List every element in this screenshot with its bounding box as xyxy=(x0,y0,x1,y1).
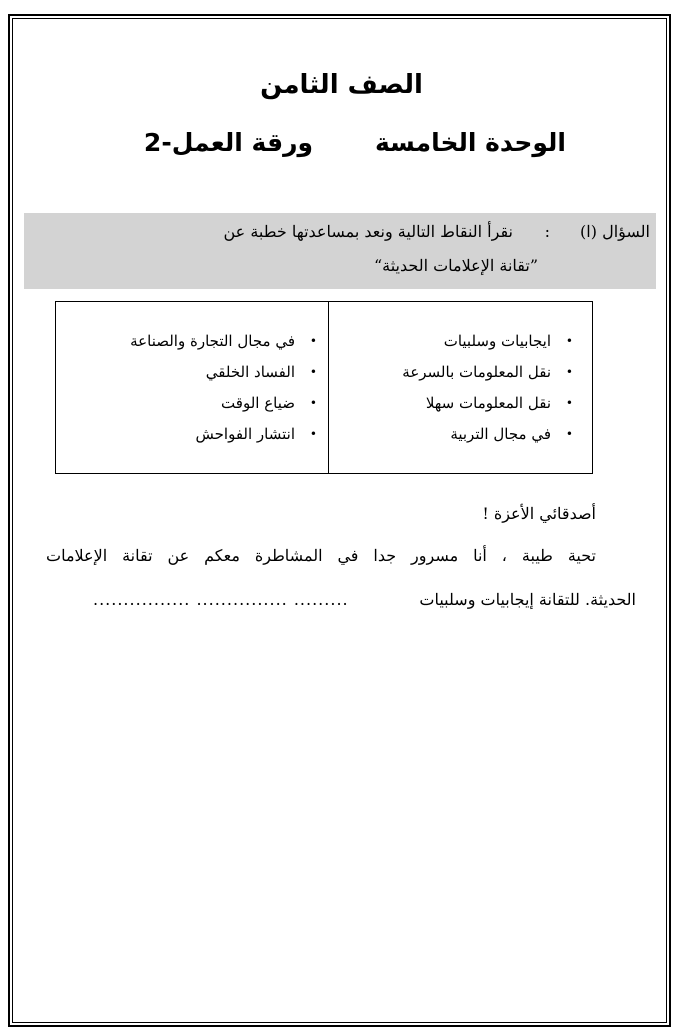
list-item: • في مجال التجارة والصناعة xyxy=(130,326,317,357)
list-item: • انتشار الفواحش xyxy=(130,419,317,450)
speech-line-1: تحية طيبة ، أنا مسرور جدا في المشاطرة معكم عن تقانة الإعلامات xyxy=(46,546,597,565)
list-item: • في مجال التربية xyxy=(402,419,573,450)
points-list-right xyxy=(402,326,573,450)
unit-title: الوحدة الخامسة xyxy=(375,128,566,157)
answer-dots: ................ ............... ......... xyxy=(93,590,349,609)
list-item: • نقل المعلومات بالسرعة xyxy=(402,357,573,388)
list-item: • نقل المعلومات سهلا xyxy=(402,388,573,419)
list-item: • ايجابيات وسلبيات xyxy=(402,326,573,357)
speech-line-2: الحديثة. للتقانة إيجابيات وسلبيات xyxy=(419,590,636,609)
question-label: السؤال (ا) xyxy=(580,222,650,241)
points-table-divider xyxy=(328,301,329,474)
speech-greeting: أصدقائي الأعزة ! xyxy=(482,504,596,523)
question-text-line1: نقرأ النقاط التالية ونعد بمساعدتها خطبة عن xyxy=(223,222,513,241)
points-list-left xyxy=(130,326,317,450)
list-item: • ضياع الوقت xyxy=(130,388,317,419)
question-colon: : xyxy=(544,222,550,241)
question-text-line2: ”تقانة الإعلامات الحديثة“ xyxy=(373,256,538,275)
worksheet-title: ورقة العمل-2 xyxy=(143,128,313,157)
grade-title: الصف الثامن xyxy=(260,70,423,100)
list-item: • الفساد الخلقي xyxy=(130,357,317,388)
